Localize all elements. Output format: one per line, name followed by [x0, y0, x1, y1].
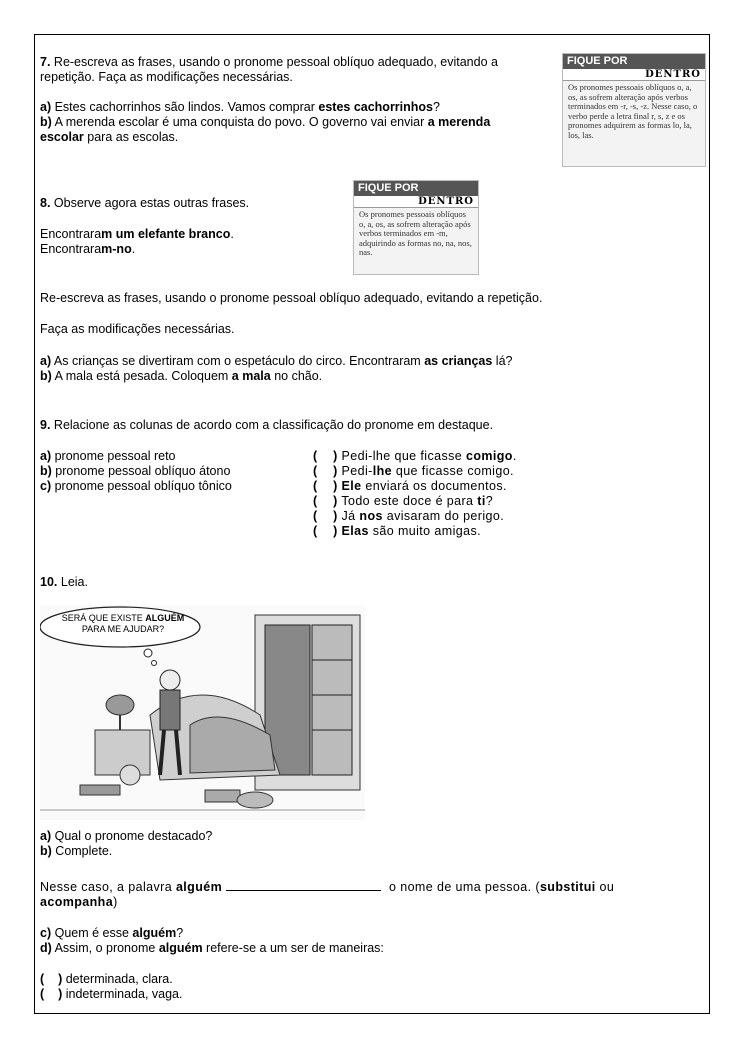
list-item: b) pronome pessoal oblíquo átono	[40, 464, 231, 478]
q10-instruction: 10. Leia.	[40, 575, 88, 589]
tip-box-text: Os pronomes pessoais oblíquos o, a, os, as sofrem alteração após verbos terminados em -r, -s, -z. Nesse caso, o verbo perde a letra final r, s, z e os pronomes adquirem as formas lo, la, los, las.	[568, 82, 698, 140]
speech-bubble: SERÁ QUE EXISTE ALGUÉM PARA ME AJUDAR?	[61, 613, 185, 634]
q9-instruction: 9. Relacione as colunas de acordo com a classificação do pronome em destaque.	[40, 418, 494, 432]
q10-cd-items: c) Quem é esse alguém? d) Assim, o pronome alguém refere-se a um ser de maneiras:	[40, 926, 384, 955]
tip-box-text: Os pronomes pessoais oblíquos o, a, os, as sofrem alteração após verbos terminados em -m, adquirindo as formas no, na, nos, nas.	[359, 209, 472, 257]
q7-tip-box	[562, 53, 706, 167]
q9-left-column	[40, 449, 232, 494]
messy-room-cartoon	[40, 605, 365, 820]
answer-row[interactable]: ( ) Pedi-lhe que ficasse comigo.	[313, 464, 514, 478]
q8-tip-box	[353, 180, 479, 275]
answer-blank[interactable]	[226, 879, 381, 891]
q8-examples: Encontraram um elefante branco. Encontraram-no.	[40, 227, 234, 256]
cartoon-illustration	[40, 605, 365, 820]
tip-box-subtitle: DENTRO	[354, 196, 478, 208]
answer-row[interactable]: ( ) Elas são muito amigas.	[313, 524, 481, 538]
option-indeterminada[interactable]: ( ) indeterminada, vaga.	[40, 987, 183, 1001]
q7-instruction: 7. Re-escreva as frases, usando o pronome pessoal oblíquo adequado, evitando a repetição. Faça as modificações necessárias.	[40, 55, 498, 84]
q10-fill-sentence: Nesse caso, a palavra alguém o nome de uma pessoa. (substitui ou acompanha)	[40, 880, 615, 909]
q10-ab-items: a) Qual o pronome destacado? b) Complete.	[40, 829, 213, 858]
answer-row[interactable]: ( ) Pedi-lhe que ficasse comigo.	[313, 449, 517, 463]
answer-row[interactable]: ( ) Ele enviará os documentos.	[313, 479, 507, 493]
answer-row[interactable]: ( ) Já nos avisaram do perigo.	[313, 509, 505, 523]
list-item: a) pronome pessoal reto	[40, 449, 176, 463]
q10-options	[40, 972, 182, 1002]
q8-instruction: 8. Observe agora estas outras frases.	[40, 196, 250, 210]
tip-box-title: FIQUE POR	[354, 181, 478, 196]
tip-box-subtitle: DENTRO	[563, 69, 705, 81]
q8-instruction-2: Re-escreva as frases, usando o pronome pessoal oblíquo adequado, evitando a repetição.	[40, 291, 543, 305]
q9-right-column	[313, 449, 517, 539]
q8-instruction-3: Faça as modificações necessárias.	[40, 322, 235, 336]
answer-row[interactable]: ( ) Todo este doce é para ti?	[313, 494, 494, 508]
q8-items: a) As crianças se divertiram com o espetáculo do circo. Encontraram as crianças lá? b) A mala está pesada. Coloquem a mala no chão.	[40, 354, 513, 383]
option-determinada[interactable]: ( ) determinada, clara.	[40, 972, 173, 986]
q7-items: a) Estes cachorrinhos são lindos. Vamos comprar estes cachorrinhos? b) A merenda escolar é uma conquista do povo. O governo vai enviar a merenda escolar para as escolas.	[40, 100, 491, 144]
tip-box-title: FIQUE POR	[563, 54, 705, 69]
list-item: c) pronome pessoal oblíquo tônico	[40, 479, 232, 493]
